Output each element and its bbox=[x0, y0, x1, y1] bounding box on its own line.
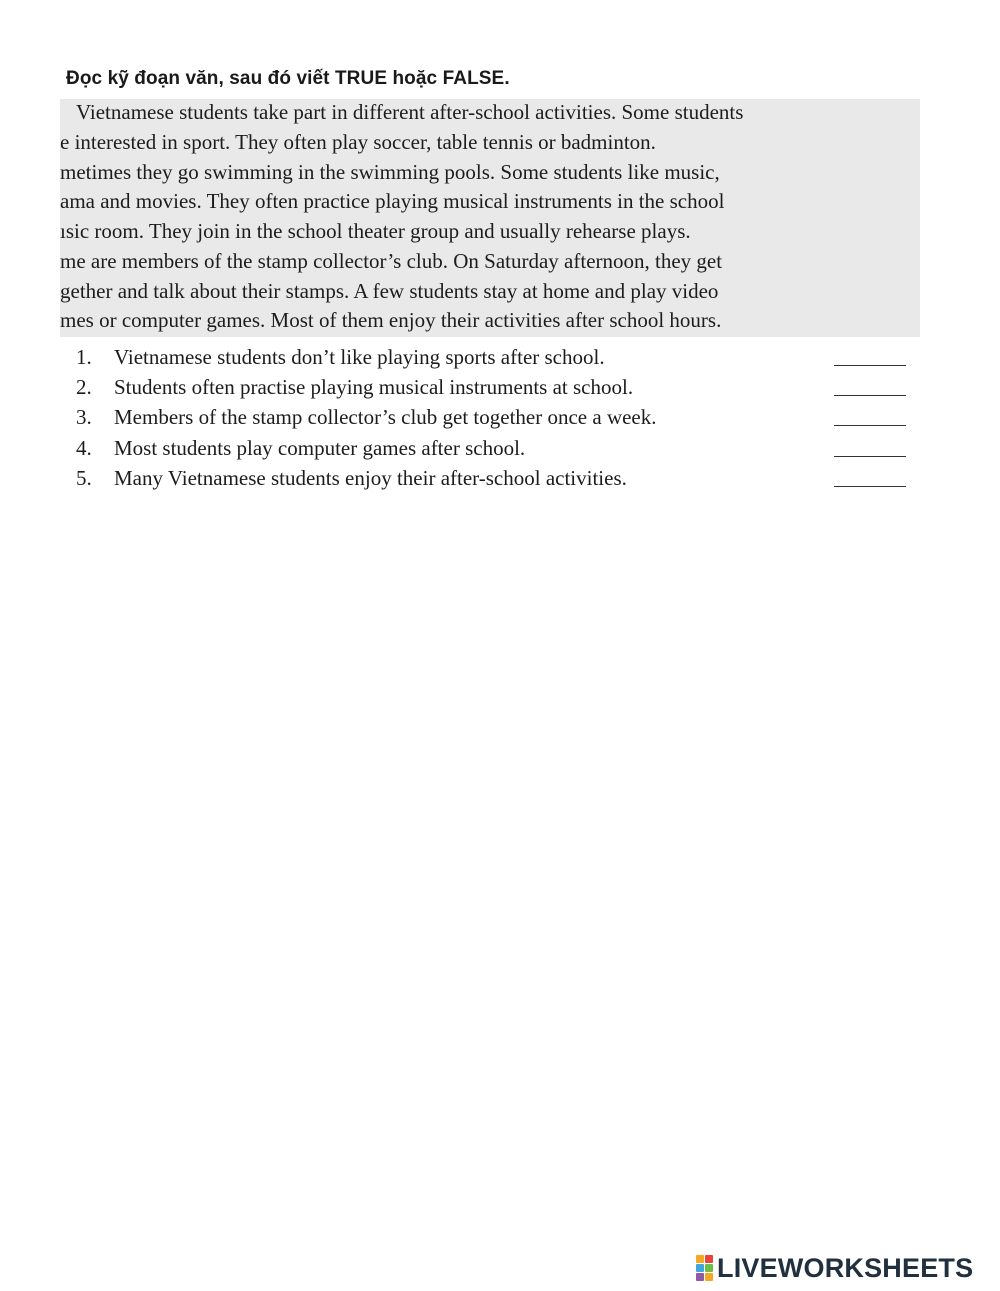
answer-blank-1[interactable] bbox=[834, 365, 906, 366]
question-item bbox=[76, 464, 908, 494]
logo-block bbox=[696, 1273, 704, 1281]
question-text: Students often practise playing musical instruments at school. bbox=[114, 375, 634, 399]
question-number: 4. bbox=[76, 436, 92, 460]
question-item bbox=[76, 343, 908, 373]
logo-block bbox=[705, 1264, 713, 1272]
liveworksheets-logo bbox=[696, 1253, 973, 1283]
passage-line: mes or computer games. Most of them enjoy their activities after school hours. bbox=[60, 308, 722, 332]
passage-line: e interested in sport. They often play soccer, table tennis or badminton. bbox=[60, 130, 656, 154]
logo-block bbox=[705, 1273, 713, 1281]
question-number: 5. bbox=[76, 466, 92, 490]
logo-blocks-icon bbox=[696, 1255, 713, 1281]
answer-blank-2[interactable] bbox=[834, 395, 906, 396]
question-text: Most students play computer games after school. bbox=[114, 436, 526, 460]
instruction-heading: Đọc kỹ đoạn văn, sau đó viết TRUE hoặc FALSE. bbox=[66, 68, 510, 89]
logo-text: LIVEWORKSHEETS bbox=[717, 1252, 974, 1283]
passage-line: metimes they go swimming in the swimming pools. Some students like music, bbox=[60, 160, 720, 184]
passage-line: me are members of the stamp collector’s club. On Saturday afternoon, they get bbox=[60, 249, 723, 273]
question-text: Many Vietnamese students enjoy their after-school activities. bbox=[114, 466, 627, 490]
logo-block bbox=[696, 1255, 704, 1263]
reading-passage bbox=[60, 99, 920, 337]
question-item bbox=[76, 403, 908, 433]
passage-line: Vietnamese students take part in different after-school activities. Some students bbox=[76, 100, 744, 124]
answer-blank-5[interactable] bbox=[834, 486, 906, 487]
question-item bbox=[76, 434, 908, 464]
question-number: 3. bbox=[76, 405, 92, 429]
logo-block bbox=[696, 1264, 704, 1272]
passage-line: ama and movies. They often practice playing musical instruments in the school bbox=[60, 189, 725, 213]
question-text: Members of the stamp collector’s club get together once a week. bbox=[114, 405, 657, 429]
question-item bbox=[76, 373, 908, 403]
passage-line: ısic room. They join in the school theater group and usually rehearse plays. bbox=[60, 219, 691, 243]
question-number: 1. bbox=[76, 345, 92, 369]
passage-line: gether and talk about their stamps. A few students stay at home and play video bbox=[60, 279, 719, 303]
answer-blank-3[interactable] bbox=[834, 425, 906, 426]
answer-blank-4[interactable] bbox=[834, 456, 906, 457]
question-number: 2. bbox=[76, 375, 92, 399]
logo-block bbox=[705, 1255, 713, 1263]
question-text: Vietnamese students don’t like playing sports after school. bbox=[114, 345, 605, 369]
